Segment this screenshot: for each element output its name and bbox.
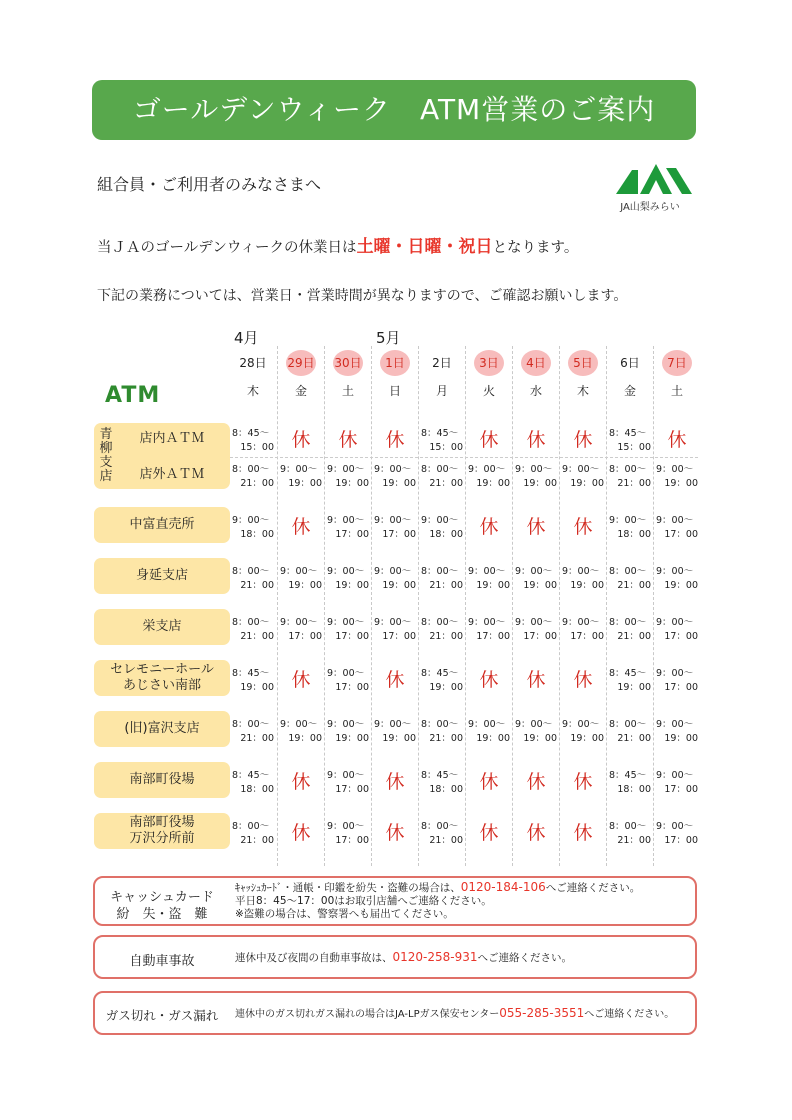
hours-cell — [654, 558, 700, 594]
closing-time: 18：00 — [429, 529, 463, 540]
hours-cell — [513, 609, 559, 645]
branch-nakatomi — [94, 507, 230, 543]
note-cash-card-line-1-text: ｷｬｯｼｭｶｰﾄﾞ・通帳・印鑑を紛失・盗難の場合は、 — [235, 882, 461, 894]
hours-cell — [654, 813, 700, 849]
closed-mark: 休 — [479, 771, 499, 793]
closed-mark: 休 — [338, 429, 358, 451]
opening-time: 9：00～ — [609, 515, 647, 526]
branch-ceremony-hall — [94, 660, 230, 696]
note-car-accident-suffix: へご連絡ください。 — [477, 952, 573, 964]
closed-mark: 休 — [667, 429, 687, 451]
hours-cell — [560, 711, 606, 747]
opening-time: 9：00～ — [656, 821, 694, 832]
hours-cell — [654, 762, 700, 798]
weekday-header: 金 — [623, 384, 636, 398]
opening-time: 9：00～ — [327, 566, 365, 577]
hours-cell — [607, 609, 653, 645]
holiday-notice-suffix: となります。 — [492, 240, 579, 256]
hours-cell — [325, 459, 371, 489]
opening-time: 9：00～ — [515, 566, 553, 577]
schedule-notice: 下記の業務については、営業日・営業時間が異なりますので、ご確認お願いします。 — [97, 288, 628, 304]
closing-time: 18：00 — [617, 529, 651, 540]
hours-cell — [325, 711, 371, 747]
closing-time: 17：00 — [335, 835, 369, 846]
closing-time: 17：00 — [335, 631, 369, 642]
closed-mark: 休 — [573, 669, 593, 691]
closing-time: 19：00 — [288, 478, 322, 489]
opening-time: 9：00～ — [327, 719, 365, 730]
hours-cell — [560, 459, 606, 489]
closing-time: 17：00 — [335, 682, 369, 693]
hours-cell — [372, 459, 418, 489]
opening-time: 8：45～ — [421, 668, 459, 679]
aoyagi-branch-name — [94, 428, 118, 484]
closing-time: 21：00 — [617, 478, 651, 489]
hours-cell — [607, 459, 653, 489]
opening-time: 8：00～ — [609, 617, 647, 628]
opening-time: 9：00～ — [656, 566, 694, 577]
note-gas-text: 連休中のガス切れガス漏れの場合はJA-LPガス保安センター — [235, 1009, 500, 1020]
opening-time: 9：00～ — [656, 617, 694, 628]
closing-time: 18：00 — [429, 784, 463, 795]
opening-time: 8：00～ — [232, 566, 270, 577]
opening-time: 8：00～ — [421, 821, 459, 832]
closing-time: 17：00 — [664, 529, 698, 540]
hours-cell — [230, 507, 276, 543]
car-accident-phone-number: 0120-258-931 — [392, 950, 478, 964]
greeting: 組合員・ご利用者のみなさまへ — [97, 175, 322, 194]
closed-mark: 休 — [573, 516, 593, 538]
opening-time: 9：00～ — [562, 617, 600, 628]
closed-mark: 休 — [526, 822, 546, 844]
closing-time: 21：00 — [429, 580, 463, 591]
closing-time: 18：00 — [240, 529, 274, 540]
opening-time: 9：00～ — [468, 566, 506, 577]
weekday-header: 木 — [576, 384, 589, 398]
note-car-accident-line — [235, 951, 572, 965]
hours-cell — [278, 459, 324, 489]
branch-nanbu-town-hall-label: 南部町役場 — [129, 772, 195, 787]
closing-time: 21：00 — [617, 580, 651, 591]
closing-time: 19：00 — [476, 478, 510, 489]
opening-time: 9：00～ — [515, 464, 553, 475]
hours-cell — [419, 423, 465, 453]
hours-cell — [372, 609, 418, 645]
closed-mark: 休 — [573, 429, 593, 451]
weekday-header: 土 — [670, 384, 683, 398]
hours-cell — [607, 423, 653, 453]
opening-time: 8：00～ — [609, 821, 647, 832]
hours-cell — [513, 459, 559, 489]
opening-time: 9：00～ — [327, 770, 365, 781]
hours-cell — [230, 660, 276, 696]
note-gas — [93, 991, 697, 1035]
closing-time: 15：00 — [240, 442, 274, 453]
closed-mark: 休 — [479, 822, 499, 844]
branch-manzawa-label-2: 万沢分所前 — [129, 831, 195, 846]
closing-time: 19：00 — [382, 580, 416, 591]
hours-cell — [466, 609, 512, 645]
opening-time: 8：00～ — [609, 464, 647, 475]
page-title: ゴールデンウィーク ATM営業のご案内 — [132, 93, 656, 126]
closing-time: 19：00 — [288, 733, 322, 744]
hours-cell — [372, 507, 418, 543]
closing-time: 19：00 — [335, 478, 369, 489]
branch-ceremony-hall-label-1: セレモニーホール — [110, 662, 214, 677]
closed-mark: 休 — [479, 429, 499, 451]
closing-time: 19：00 — [429, 682, 463, 693]
opening-time: 8：45～ — [421, 428, 459, 439]
opening-time: 9：00～ — [374, 719, 412, 730]
opening-time: 9：00～ — [232, 515, 270, 526]
opening-time: 8：00～ — [232, 821, 270, 832]
ja-logo-j-shape — [616, 170, 638, 194]
closing-time: 19：00 — [617, 682, 651, 693]
hours-cell — [466, 459, 512, 489]
hours-cell — [372, 711, 418, 747]
closing-time: 17：00 — [382, 529, 416, 540]
page-title-banner — [92, 80, 696, 140]
aoyagi-char-1: 青 — [99, 427, 113, 442]
hours-cell — [230, 762, 276, 798]
month-april: 4月 — [234, 329, 259, 347]
date-header: 29日 — [286, 350, 316, 376]
weekday-header: 日 — [388, 384, 401, 398]
hours-cell — [419, 660, 465, 696]
opening-time: 8：45～ — [609, 770, 647, 781]
holiday-notice — [97, 232, 578, 257]
closing-time: 17：00 — [335, 784, 369, 795]
hours-cell — [560, 558, 606, 594]
date-header: 4日 — [521, 350, 551, 376]
closed-mark: 休 — [479, 516, 499, 538]
hours-cell — [419, 507, 465, 543]
branch-ceremony-hall-label-2: あじさい南部 — [122, 678, 201, 693]
closing-time: 21：00 — [617, 835, 651, 846]
hours-cell — [654, 507, 700, 543]
hours-cell — [278, 711, 324, 747]
note-cash-card-line-3: ※盗難の場合は、警察署へも届出てください。 — [235, 908, 454, 920]
hours-cell — [466, 711, 512, 747]
aoyagi-char-2: 柳 — [99, 441, 113, 456]
hours-cell — [654, 660, 700, 696]
closing-time: 17：00 — [664, 631, 698, 642]
opening-time: 9：00～ — [327, 464, 365, 475]
closed-mark: 休 — [479, 669, 499, 691]
opening-time: 9：00～ — [515, 617, 553, 628]
closing-time: 19：00 — [664, 733, 698, 744]
closed-mark: 休 — [291, 669, 311, 691]
hours-cell — [513, 711, 559, 747]
hours-cell — [419, 813, 465, 849]
closing-time: 19：00 — [476, 733, 510, 744]
opening-time: 8：00～ — [232, 617, 270, 628]
weekday-header: 火 — [482, 384, 495, 398]
branch-old-tomizawa — [94, 711, 230, 747]
note-gas-suffix: へご連絡ください。 — [584, 1009, 675, 1020]
opening-time: 9：00～ — [421, 515, 459, 526]
opening-time: 8：00～ — [421, 464, 459, 475]
hours-cell — [325, 660, 371, 696]
opening-time: 8：00～ — [609, 566, 647, 577]
date-header: 30日 — [333, 350, 363, 376]
closing-time: 17：00 — [288, 631, 322, 642]
opening-time: 8：45～ — [232, 668, 270, 679]
hours-cell — [607, 660, 653, 696]
opening-time: 9：00～ — [280, 719, 318, 730]
closing-time: 15：00 — [429, 442, 463, 453]
hours-cell — [419, 558, 465, 594]
closing-time: 21：00 — [429, 733, 463, 744]
closing-time: 19：00 — [523, 580, 557, 591]
opening-time: 8：00～ — [421, 617, 459, 628]
closing-time: 17：00 — [664, 682, 698, 693]
closing-time: 19：00 — [240, 682, 274, 693]
weekday-header: 水 — [529, 384, 542, 398]
hours-cell — [607, 558, 653, 594]
opening-time: 9：00～ — [280, 566, 318, 577]
note-cash-card-line-2: 平日8：45～17：00はお取引店舗へご連絡ください。 — [235, 895, 492, 907]
opening-time: 8：00～ — [421, 566, 459, 577]
date-header: 28日 — [239, 356, 267, 370]
hours-cell — [513, 558, 559, 594]
atm-section-title: ATM — [105, 383, 161, 408]
opening-time: 9：00～ — [656, 719, 694, 730]
hours-cell — [607, 507, 653, 543]
opening-time: 9：00～ — [327, 617, 365, 628]
opening-time: 9：00～ — [562, 566, 600, 577]
note-cash-card — [93, 876, 697, 926]
opening-time: 8：45～ — [421, 770, 459, 781]
closed-mark: 休 — [385, 669, 405, 691]
opening-time: 8：00～ — [232, 719, 270, 730]
closing-time: 17：00 — [523, 631, 557, 642]
closing-time: 18：00 — [240, 784, 274, 795]
hours-cell — [325, 762, 371, 798]
opening-time: 8：00～ — [609, 719, 647, 730]
weekday-header: 月 — [435, 384, 448, 398]
hours-cell — [230, 813, 276, 849]
hours-cell — [325, 507, 371, 543]
closing-time: 21：00 — [240, 835, 274, 846]
closing-time: 19：00 — [382, 733, 416, 744]
closing-time: 19：00 — [570, 580, 604, 591]
opening-time: 9：00～ — [374, 464, 412, 475]
closing-time: 21：00 — [240, 478, 274, 489]
closed-mark: 休 — [385, 429, 405, 451]
date-header: 7日 — [662, 350, 692, 376]
holiday-days: 土曜・日曜・祝日 — [356, 237, 493, 257]
closing-time: 21：00 — [429, 478, 463, 489]
hours-cell — [230, 459, 276, 489]
hours-cell — [325, 558, 371, 594]
closing-time: 21：00 — [617, 631, 651, 642]
opening-time: 9：00～ — [374, 515, 412, 526]
aoyagi-outside-label: 店外ＡＴＭ — [139, 467, 205, 482]
hours-cell — [419, 711, 465, 747]
opening-time: 8：45～ — [609, 428, 647, 439]
closing-time: 21：00 — [429, 631, 463, 642]
hours-cell — [419, 459, 465, 489]
hours-cell — [607, 762, 653, 798]
opening-time: 9：00～ — [656, 464, 694, 475]
closing-time: 21：00 — [240, 631, 274, 642]
holiday-notice-prefix: 当ＪＡのゴールデンウィークの休業日は — [97, 240, 357, 256]
hours-cell — [419, 762, 465, 798]
opening-time: 9：00～ — [656, 668, 694, 679]
closing-time: 17：00 — [570, 631, 604, 642]
closed-mark: 休 — [526, 429, 546, 451]
weekday-header: 土 — [341, 384, 354, 398]
branch-manzawa — [94, 813, 230, 849]
ja-logo-caption: JA山梨みらい — [620, 202, 680, 213]
hours-cell — [230, 558, 276, 594]
closed-mark: 休 — [526, 516, 546, 538]
opening-time: 9：00～ — [280, 617, 318, 628]
closed-mark: 休 — [526, 669, 546, 691]
opening-time: 9：00～ — [656, 515, 694, 526]
closing-time: 17：00 — [664, 835, 698, 846]
closing-time: 19：00 — [523, 733, 557, 744]
weekday-header: 木 — [246, 384, 259, 398]
closing-time: 19：00 — [664, 580, 698, 591]
cash-card-phone-number: 0120-184-106 — [460, 880, 546, 894]
closed-mark: 休 — [573, 771, 593, 793]
opening-time: 8：00～ — [421, 719, 459, 730]
opening-time: 9：00～ — [468, 464, 506, 475]
opening-time: 8：45～ — [232, 428, 270, 439]
note-cash-card-label-1: キャッシュカード — [110, 890, 214, 905]
note-car-accident — [93, 935, 697, 979]
closing-time: 19：00 — [476, 580, 510, 591]
branch-minobu-label: 身延支店 — [135, 568, 188, 583]
hours-cell — [654, 609, 700, 645]
hours-cell — [654, 711, 700, 747]
branch-sakae-label: 栄支店 — [142, 619, 182, 634]
closed-mark: 休 — [291, 771, 311, 793]
opening-time: 9：00～ — [374, 617, 412, 628]
opening-time: 8：45～ — [609, 668, 647, 679]
closing-time: 17：00 — [664, 784, 698, 795]
closing-time: 21：00 — [240, 580, 274, 591]
branch-nanbu-town-hall — [94, 762, 230, 798]
branch-old-tomizawa-label: (旧)富沢支店 — [124, 721, 200, 736]
aoyagi-in-store-label: 店内ＡＴＭ — [139, 431, 205, 446]
closing-time: 21：00 — [617, 733, 651, 744]
branch-manzawa-label-1: 南部町役場 — [129, 815, 195, 830]
gas-phone-number: 055-285-3551 — [499, 1006, 585, 1020]
aoyagi-branch-box — [94, 423, 230, 489]
aoyagi-row-divider — [230, 457, 698, 458]
closed-mark: 休 — [291, 516, 311, 538]
hours-cell — [607, 711, 653, 747]
aoyagi-char-4: 店 — [99, 469, 113, 484]
hours-cell — [230, 609, 276, 645]
opening-time: 9：00～ — [656, 770, 694, 781]
hours-cell — [325, 609, 371, 645]
closing-time: 17：00 — [335, 529, 369, 540]
hours-cell — [372, 558, 418, 594]
hours-cell — [607, 813, 653, 849]
hours-cell — [230, 711, 276, 747]
closed-mark: 休 — [291, 822, 311, 844]
opening-time: 9：00～ — [327, 821, 365, 832]
closing-time: 19：00 — [570, 733, 604, 744]
closing-time: 19：00 — [335, 580, 369, 591]
closing-time: 19：00 — [570, 478, 604, 489]
opening-time: 9：00～ — [327, 515, 365, 526]
hours-cell — [560, 609, 606, 645]
opening-time: 9：00～ — [280, 464, 318, 475]
closing-time: 19：00 — [523, 478, 557, 489]
note-cash-card-line-1-suffix: へご連絡ください。 — [545, 882, 641, 894]
opening-time: 9：00～ — [468, 617, 506, 628]
branch-sakae — [94, 609, 230, 645]
note-gas-line — [235, 1007, 674, 1021]
closing-time: 19：00 — [335, 733, 369, 744]
note-cash-card-label-2: 紛 失・盗 難 — [116, 907, 208, 922]
closing-time: 21：00 — [429, 835, 463, 846]
date-header: 6日 — [620, 356, 640, 370]
hours-cell — [278, 609, 324, 645]
aoyagi-char-3: 支 — [99, 455, 113, 470]
opening-time: 9：00～ — [468, 719, 506, 730]
closing-time: 17：00 — [476, 631, 510, 642]
hours-cell — [466, 558, 512, 594]
hours-cell — [419, 609, 465, 645]
hours-cell — [325, 813, 371, 849]
month-may: 5月 — [376, 329, 401, 347]
opening-time: 8：00～ — [232, 464, 270, 475]
closing-time: 18：00 — [617, 784, 651, 795]
note-cash-card-line-1 — [235, 881, 640, 895]
opening-time: 9：00～ — [374, 566, 412, 577]
closing-time: 17：00 — [382, 631, 416, 642]
opening-time: 9：00～ — [515, 719, 553, 730]
date-header: 5日 — [568, 350, 598, 376]
branch-nakatomi-label: 中富直売所 — [129, 517, 195, 532]
hours-cell — [278, 558, 324, 594]
closing-time: 19：00 — [288, 580, 322, 591]
closing-time: 15：00 — [617, 442, 651, 453]
hours-cell — [230, 423, 276, 453]
date-header: 2日 — [432, 356, 452, 370]
closed-mark: 休 — [291, 429, 311, 451]
weekday-header: 金 — [294, 384, 307, 398]
closed-mark: 休 — [385, 771, 405, 793]
opening-time: 9：00～ — [562, 719, 600, 730]
hours-cell — [654, 459, 700, 489]
branch-minobu — [94, 558, 230, 594]
closing-time: 19：00 — [382, 478, 416, 489]
date-header: 1日 — [380, 350, 410, 376]
closing-time: 21：00 — [240, 733, 274, 744]
closed-mark: 休 — [573, 822, 593, 844]
note-car-accident-text: 連休中及び夜間の自動車事故は、 — [235, 952, 393, 964]
date-header: 3日 — [474, 350, 504, 376]
note-car-accident-label: 自動車事故 — [129, 954, 195, 969]
opening-time: 8：45～ — [232, 770, 270, 781]
closed-mark: 休 — [385, 822, 405, 844]
note-gas-label: ガス切れ・ガス漏れ — [105, 1008, 219, 1023]
opening-time: 9：00～ — [562, 464, 600, 475]
closing-time: 19：00 — [664, 478, 698, 489]
closed-mark: 休 — [526, 771, 546, 793]
opening-time: 9：00～ — [327, 668, 365, 679]
